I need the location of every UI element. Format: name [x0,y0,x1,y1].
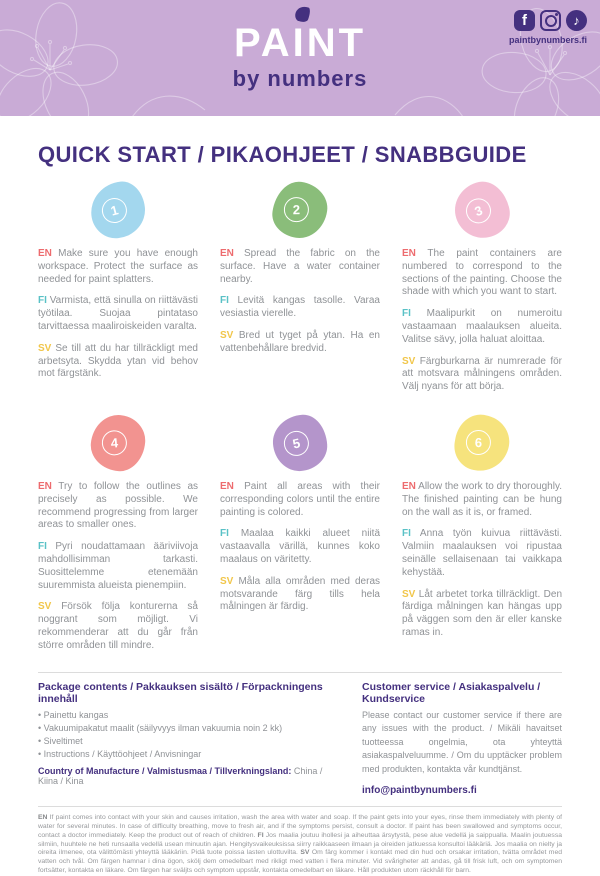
step-1-text-en: EN Make sure you have enough workspace. Protect the surface as needed for paint splatters. [38,248,198,285]
lang-label-sv: SV [402,355,416,367]
list-item: • Siveltimet [38,735,338,748]
page-title: QUICK START / PIKAOHJEET / SNABBGUIDE [38,142,527,167]
step-6-blob [451,411,514,476]
customer-service-text: Please contact our customer service if there are any issues with the product. / Mikäli havaitset tuotteessa ongelmia, ota yhteyttä asiakaspalveluumme. / Om du upptäcker problem med produkten, kontakta vår kundtjänst. [362,709,562,774]
step-4-text-en: EN Try to follow the outlines as precisely as possible. We recommend progressing from larger areas to smaller ones. [38,480,198,531]
step-2 [220,182,380,403]
lang-label-sv: SV [402,588,416,600]
step-6-text-sv: SV Låt arbetet torka tillräckligt. Den färdiga målningen kan hängas upp på väggen som den är eller kanske ramas in. [402,588,563,638]
lang-label-sv: SV [38,601,52,613]
fineprint-label-en: EN [38,814,48,822]
divider-bottom [38,806,562,807]
package-contents-list [38,709,338,761]
step-4 [38,415,198,662]
list-item: • Vakuumipakatut maalit (säilyvyys ilman vakuumia noin 2 kk) [38,722,338,735]
step-3 [402,182,562,403]
fineprint-label-sv: SV [300,849,310,857]
lang-label-en: EN [402,480,416,492]
header-banner [0,0,600,116]
step-5-text-en: EN Paint all areas with their corresponding colors until the entire painting is colored. [220,480,380,518]
divider-top [38,672,562,673]
flower-art-left [0,0,210,116]
lang-label-en: EN [38,248,52,259]
step-5 [220,415,380,662]
lang-label-en: EN [220,248,234,259]
footer-info [38,681,562,797]
step-2-number: 2 [283,196,308,221]
step-6-text-fi: FI Anna työn kuivua riittävästi. Valmiin maalauksen voi ripustaa seinälle sellaisenaan tai vaikkapa kehystää. [402,528,562,578]
step-1 [38,182,198,403]
lang-label-fi: FI [38,295,47,307]
brand-logo [233,6,368,92]
instagram-lens [545,15,557,27]
step-5-number: 5 [281,428,311,458]
step-5-text-sv: SV Måla alla områden med deras motsvarande färg tills hela målningen är färdig. [220,575,381,613]
lang-label-en: EN [38,480,52,492]
lang-label-sv: SV [220,575,234,587]
list-item: • Instructions / Käyttöohjeet / Anvisningar [38,748,338,761]
step-3-number: 3 [462,194,494,226]
instagram-flash-dot [555,13,558,16]
steps-grid [38,182,562,662]
step-3-blob [450,177,514,243]
tiktok-icon[interactable]: ♪ [566,10,587,31]
website-url[interactable]: paintbynumbers.fi [508,35,587,45]
step-5-text-fi: FI Maalaa kaikki alueet niitä vastaavalla värillä, kunnes koko maalaus on väritetty. [220,528,381,565]
instagram-icon[interactable] [540,10,561,31]
step-6-number: 6 [465,429,490,454]
customer-service-heading: Customer service / Asiakaspalvelu / Kundservice [362,680,541,705]
lang-label-sv: SV [220,329,234,341]
logo-text-paint: PAINT [233,21,367,65]
lang-label-fi: FI [402,528,411,540]
step-2-text-fi: FI Levitä kangas tasolle. Varaa vesiastia vierelle. [220,295,380,320]
lang-label-sv: SV [38,342,52,354]
step-1-text-fi: FI Varmista, että sinulla on riittävästi työtilaa. Suojaa pintataso tarvittaessa maaliroiskeiden varalta. [38,295,198,332]
step-2-text-sv: SV Bred ut tyget på ytan. Ha en vattenbehållare bredvid. [220,329,380,354]
step-2-text-en: EN Spread the fabric on the surface. Have a water container nearby. [220,248,380,285]
lang-label-fi: FI [220,295,229,307]
customer-service-section [362,681,562,797]
step-1-blob [88,179,148,240]
step-4-text-fi: FI Pyri noudattamaan ääriviivoja mahdollisimman tarkasti. Suosittelemme etenemään suuremmista alueista pienempiin. [38,541,198,591]
list-item: • Painettu kangas [38,709,338,722]
lang-label-fi: FI [38,541,47,553]
step-6-text-en: EN Allow the work to dry thoroughly. The finished painting can be hung on the wall as it is, or framed. [402,480,562,518]
main-content [0,142,600,876]
step-5-blob [271,413,329,473]
fineprint-label-fi: FI [257,831,264,839]
step-2-blob [269,179,330,242]
step-1-number: 1 [99,195,130,226]
step-1-text-sv: SV Se till att du har tillräckligt med arbetsyta. Skydda ytan vid behov mot färgstänk. [38,342,198,380]
safety-fine-print: EN If paint comes into contact with your skin and causes irritation, wash the area with water and soap. If the paint gets into your eyes, rinse them immediately with plenty of water for several minutes. In case of difficulty breathing, move to fresh air, and if the symptoms persist, consult a doctor. If paint has been swallowed and symptoms occur, contact a doctor immediately. Keep the product out of reach of children. FI Jos maalia joutuu ihollesi ja aiheuttaa ärsytystä, pese alue vedellä ja saippualla. Maalin joutuessa silmiin, huuhtele ne heti runsaalla vedellä usean minuutin ajan. Hengitysvaikeuksissa siirry raikkaaseen ilmaan ja oireiden jatkuessa konsultoi lääkäriä. Jos maalia on nielty ja oireita ilmenee, ota välittömästi yhteyttä lääkäriin. Pidä tuote poissa lasten ulottuvilta. SV Om färg kommer i kontakt med din hud och orsakar irritation, tvätta området med vatten och tvål. Om färgen hamnar i dina ögon, skölj dem omedelbart med rikligt med vatten i flera minuter. Vid svårigheter att andas, gå till frisk luft, och om symptomen fortsätter, kontakta en läkare. Om färgen har sväljts och symptom uppstår, kontakta omedelbart en läkare. Håll produkten utom räckhåll för barn. [38,814,563,874]
country-of-manufacture: Country of Manufacture / Valmistusmaa / Tillverkningsland: China / Kiina / Kina [38,765,323,786]
facebook-icon[interactable]: f [514,10,535,31]
social-block [509,10,587,45]
package-contents-section [38,681,338,797]
lang-label-fi: FI [402,308,411,320]
logo-text-by-numbers: by numbers [232,66,368,91]
step-3-text-sv: SV Färgburkarna är numrerade för att motsvara målningens områden. Välj nyans för att börja. [402,355,562,393]
step-3-text-fi: FI Maalipurkit on numeroitu vastaamaan maalauksen alueita. Valitse sävy, jolla haluat aloittaa. [402,308,563,345]
step-3-text-en: EN The paint containers are numbered to correspond to the sections of the painting. Choose the shade with which you want to start. [402,248,562,298]
lang-label-en: EN [402,248,416,259]
lang-label-fi: FI [220,528,229,540]
lang-label-en: EN [220,480,234,492]
step-4-number: 4 [101,429,128,456]
step-4-blob [89,413,148,473]
step-4-text-sv: SV Försök följa konturerna så noggrant som möjligt. Vi rekommenderar att du går från större områden till mindre. [38,601,198,651]
email-link[interactable]: info@paintbynumbers.fi [362,785,477,797]
step-6 [402,415,562,662]
package-contents-heading: Package contents / Pakkauksen sisältö / Förpackningens innehåll [38,680,323,705]
